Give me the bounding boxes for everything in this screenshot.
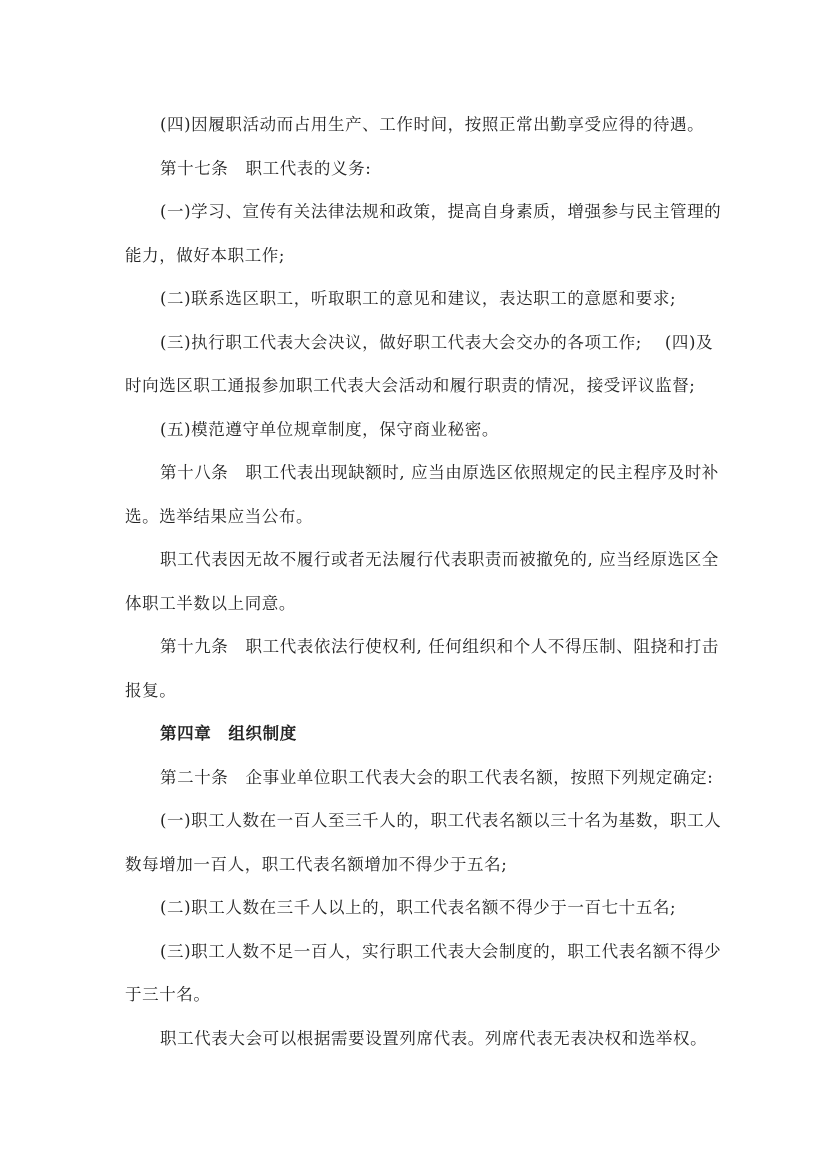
text-line: 第十八条 职工代表出现缺额时, 应当由原选区依照规定的民主程序及时补 [160, 463, 719, 482]
text-line: (二)联系选区职工，听取职工的意见和建议，表达职工的意愿和要求; [160, 289, 677, 308]
text-line: 数每增加一百人，职工代表名额增加不得少于五名; [125, 854, 508, 874]
text-line: 时向选区职工通报参加职工代表大会活动和履行职责的情况，接受评议监督; [125, 376, 696, 395]
text-line: (一)学习、宣传有关法律法规和政策，提高自身素质，增强参与民主管理的 [160, 202, 722, 221]
text-line: (一)职工人数在一百人至三千人的，职工代表名额以三十名为基数，职工人 [160, 811, 722, 830]
text-line: 第十七条 职工代表的义务: [160, 158, 372, 178]
text-line: 选。选举结果应当公布。 [125, 506, 314, 526]
text-line: 能力，做好本职工作; [125, 245, 286, 265]
text-line: 第十九条 职工代表依法行使权利, 任何组织和个人不得压制、阻挠和打击 [160, 637, 719, 656]
text-line: (四)因履职活动而占用生产、工作时间，按照正常出勤享受应得的待遇。 [160, 115, 705, 134]
chapter-heading: 第四章 组织制度 [160, 724, 297, 743]
text-line: 于三十名。 [125, 985, 211, 1004]
text-line: (三)职工人数不足一百人，实行职工代表大会制度的，职工代表名额不得少 [160, 941, 722, 961]
text-line: (二)职工人数在三千人以上的，职工代表名额不得少于一百七十五名; [160, 898, 677, 917]
text-line: (五)模范遵守单位规章制度，保守商业秘密。 [160, 419, 499, 439]
text-line: 体职工半数以上同意。 [125, 593, 296, 613]
text-line: 第二十条 企事业单位职工代表大会的职工代表名额，按照下列规定确定: [160, 767, 714, 787]
text-line: 职工代表大会可以根据需要设置列席代表。列席代表无表决权和选举权。 [160, 1028, 708, 1048]
text-line: 职工代表因无故不履行或者无法履行代表职责而被撤免的, 应当经原选区全 [160, 550, 719, 569]
text-line: 报复。 [125, 680, 177, 700]
text-line: (三)执行职工代表大会决议，做好职工代表大会交办的各项工作; (四)及 [160, 332, 714, 352]
